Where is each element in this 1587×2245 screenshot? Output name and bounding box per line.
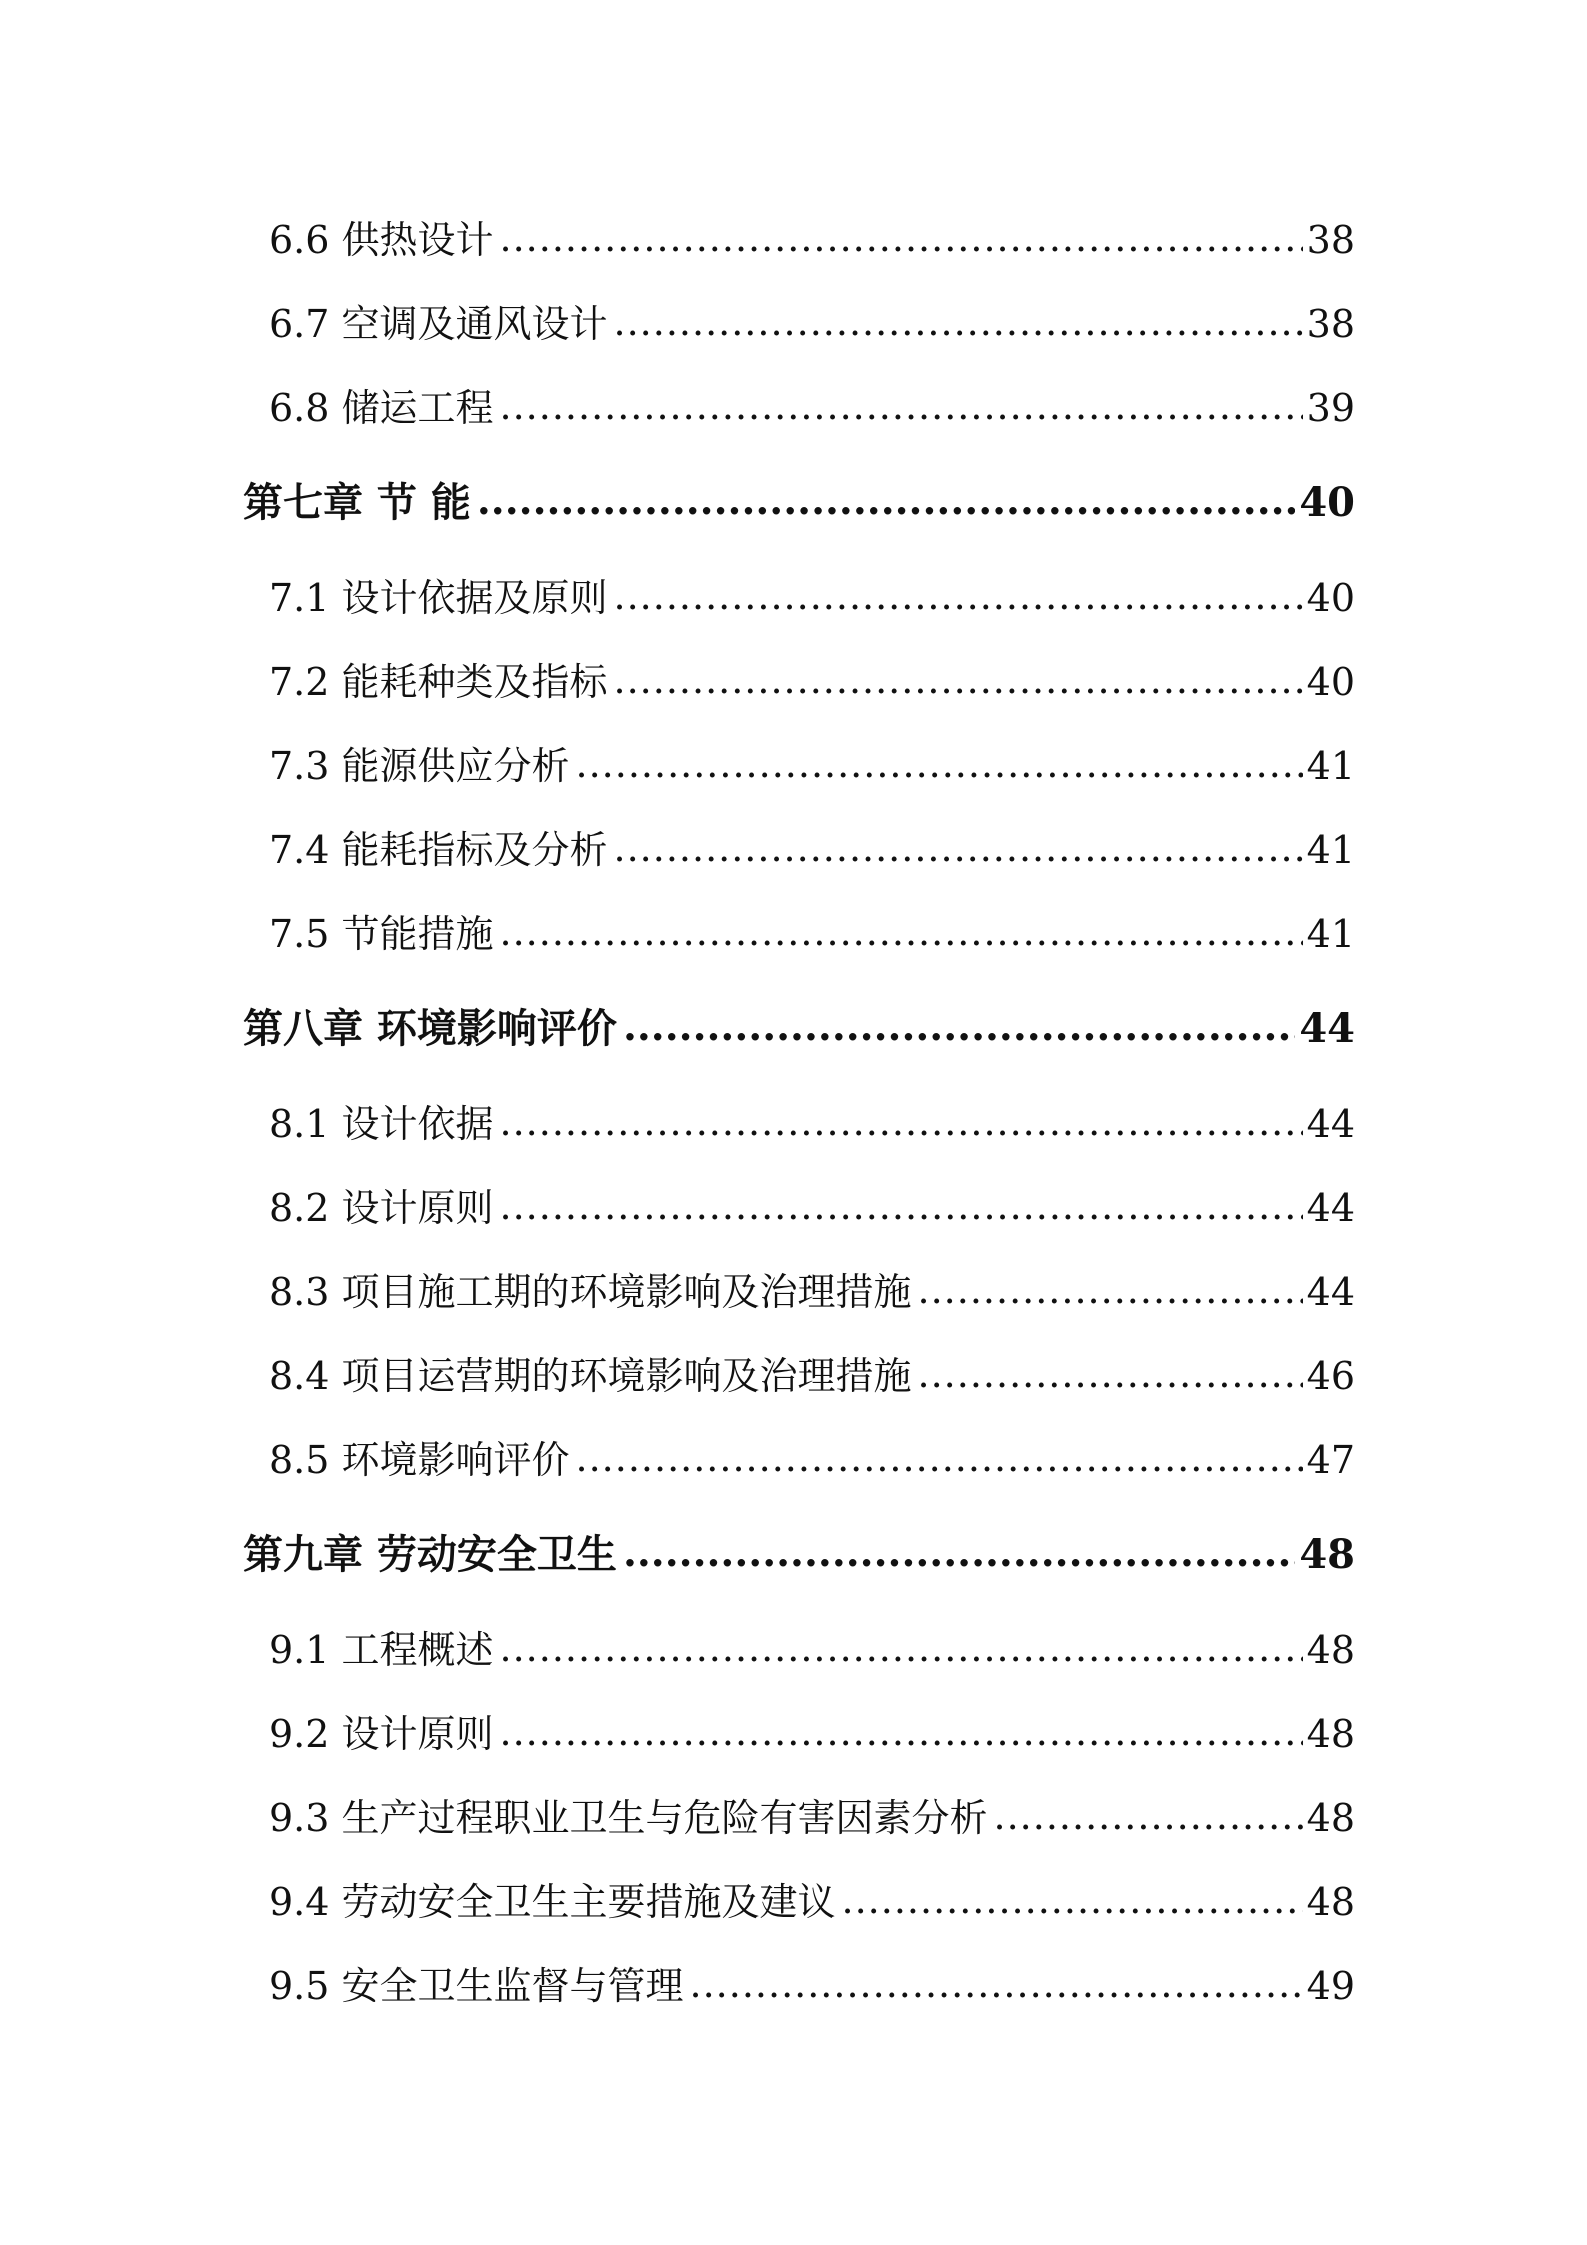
toc-entry-title: 7.3 能源供应分析 bbox=[269, 744, 570, 788]
toc-entry-8-2[interactable] bbox=[243, 1166, 1355, 1250]
toc-entry-title: 7.4 能耗指标及分析 bbox=[269, 828, 608, 872]
toc-chapter-title: 第九章 劳动安全卫生 bbox=[243, 1531, 617, 1578]
dot-leader bbox=[623, 1500, 1295, 1606]
toc-entry-8-4[interactable] bbox=[243, 1334, 1355, 1418]
toc-entry-9-5[interactable] bbox=[243, 1944, 1355, 2028]
toc-entry-title: 7.2 能耗种类及指标 bbox=[269, 660, 608, 704]
toc-entry-7-5[interactable] bbox=[243, 892, 1355, 976]
toc-entry-title: 9.3 生产过程职业卫生与危险有害因素分析 bbox=[269, 1796, 988, 1840]
toc-entry-6-7[interactable] bbox=[243, 282, 1355, 366]
toc-entry-page: 44 bbox=[1306, 1270, 1355, 1314]
toc-entry-page: 41 bbox=[1306, 828, 1355, 872]
toc-entry-8-5[interactable] bbox=[243, 1418, 1355, 1502]
dot-leader bbox=[623, 974, 1295, 1080]
toc-entry-6-6[interactable] bbox=[243, 198, 1355, 282]
toc-entry-title: 9.1 工程概述 bbox=[269, 1628, 494, 1672]
toc-entry-8-3[interactable] bbox=[243, 1250, 1355, 1334]
toc-entry-title: 8.4 项目运营期的环境影响及治理措施 bbox=[269, 1354, 912, 1398]
toc-chapter-page: 44 bbox=[1299, 1005, 1355, 1052]
toc-entry-page: 44 bbox=[1306, 1102, 1355, 1146]
toc-entry-page: 40 bbox=[1306, 660, 1355, 704]
toc-entry-title: 8.5 环境影响评价 bbox=[269, 1438, 570, 1482]
toc-entry-8-1[interactable] bbox=[243, 1082, 1355, 1166]
toc-chapter-page: 48 bbox=[1299, 1531, 1355, 1578]
toc-entry-page: 41 bbox=[1306, 912, 1355, 956]
toc-entry-page: 48 bbox=[1306, 1880, 1355, 1924]
toc-entry-page: 48 bbox=[1306, 1628, 1355, 1672]
toc-entry-title: 9.4 劳动安全卫生主要措施及建议 bbox=[269, 1880, 836, 1924]
dot-leader bbox=[477, 448, 1295, 554]
dot-leader bbox=[614, 280, 1303, 364]
dot-leader bbox=[500, 1164, 1303, 1248]
toc-entry-page: 49 bbox=[1306, 1964, 1355, 2008]
dot-leader bbox=[576, 722, 1303, 806]
toc-chapter-9[interactable] bbox=[243, 1502, 1355, 1608]
toc-entry-9-2[interactable] bbox=[243, 1692, 1355, 1776]
toc-entry-page: 38 bbox=[1306, 218, 1355, 262]
dot-leader bbox=[500, 890, 1303, 974]
toc-chapter-page: 40 bbox=[1299, 479, 1355, 526]
dot-leader bbox=[576, 1416, 1303, 1500]
toc-entry-page: 48 bbox=[1306, 1712, 1355, 1756]
toc-entry-page: 46 bbox=[1306, 1354, 1355, 1398]
toc-entry-9-4[interactable] bbox=[243, 1860, 1355, 1944]
dot-leader bbox=[614, 638, 1303, 722]
dot-leader bbox=[500, 364, 1303, 448]
dot-leader bbox=[842, 1858, 1303, 1942]
toc-chapter-title: 第七章 节 能 bbox=[243, 479, 471, 526]
toc-entry-7-4[interactable] bbox=[243, 808, 1355, 892]
toc-entry-page: 47 bbox=[1306, 1438, 1355, 1482]
table-of-contents bbox=[243, 198, 1355, 2028]
toc-entry-title: 6.8 储运工程 bbox=[269, 386, 494, 430]
toc-entry-page: 40 bbox=[1306, 576, 1355, 620]
toc-entry-title: 8.3 项目施工期的环境影响及治理措施 bbox=[269, 1270, 912, 1314]
toc-entry-9-1[interactable] bbox=[243, 1608, 1355, 1692]
toc-chapter-title: 第八章 环境影响评价 bbox=[243, 1005, 617, 1052]
dot-leader bbox=[918, 1248, 1303, 1332]
dot-leader bbox=[614, 554, 1303, 638]
dot-leader bbox=[500, 196, 1303, 280]
toc-entry-7-3[interactable] bbox=[243, 724, 1355, 808]
dot-leader bbox=[690, 1942, 1303, 2026]
toc-entry-9-3[interactable] bbox=[243, 1776, 1355, 1860]
toc-entry-title: 6.7 空调及通风设计 bbox=[269, 302, 608, 346]
toc-entry-title: 9.2 设计原则 bbox=[269, 1712, 494, 1756]
toc-entry-page: 39 bbox=[1306, 386, 1355, 430]
toc-entry-6-8[interactable] bbox=[243, 366, 1355, 450]
toc-entry-title: 7.1 设计依据及原则 bbox=[269, 576, 608, 620]
toc-entry-page: 38 bbox=[1306, 302, 1355, 346]
toc-entry-title: 8.1 设计依据 bbox=[269, 1102, 494, 1146]
dot-leader bbox=[500, 1080, 1303, 1164]
toc-entry-page: 44 bbox=[1306, 1186, 1355, 1230]
dot-leader bbox=[614, 806, 1303, 890]
toc-entry-title: 9.5 安全卫生监督与管理 bbox=[269, 1964, 684, 2008]
toc-chapter-8[interactable] bbox=[243, 976, 1355, 1082]
toc-entry-7-1[interactable] bbox=[243, 556, 1355, 640]
dot-leader bbox=[500, 1606, 1303, 1690]
toc-chapter-7[interactable] bbox=[243, 450, 1355, 556]
toc-entry-title: 6.6 供热设计 bbox=[269, 218, 494, 262]
toc-entry-page: 41 bbox=[1306, 744, 1355, 788]
toc-entry-7-2[interactable] bbox=[243, 640, 1355, 724]
dot-leader bbox=[918, 1332, 1303, 1416]
toc-entry-page: 48 bbox=[1306, 1796, 1355, 1840]
dot-leader bbox=[994, 1774, 1303, 1858]
toc-entry-title: 8.2 设计原则 bbox=[269, 1186, 494, 1230]
dot-leader bbox=[500, 1690, 1303, 1774]
toc-entry-title: 7.5 节能措施 bbox=[269, 912, 494, 956]
